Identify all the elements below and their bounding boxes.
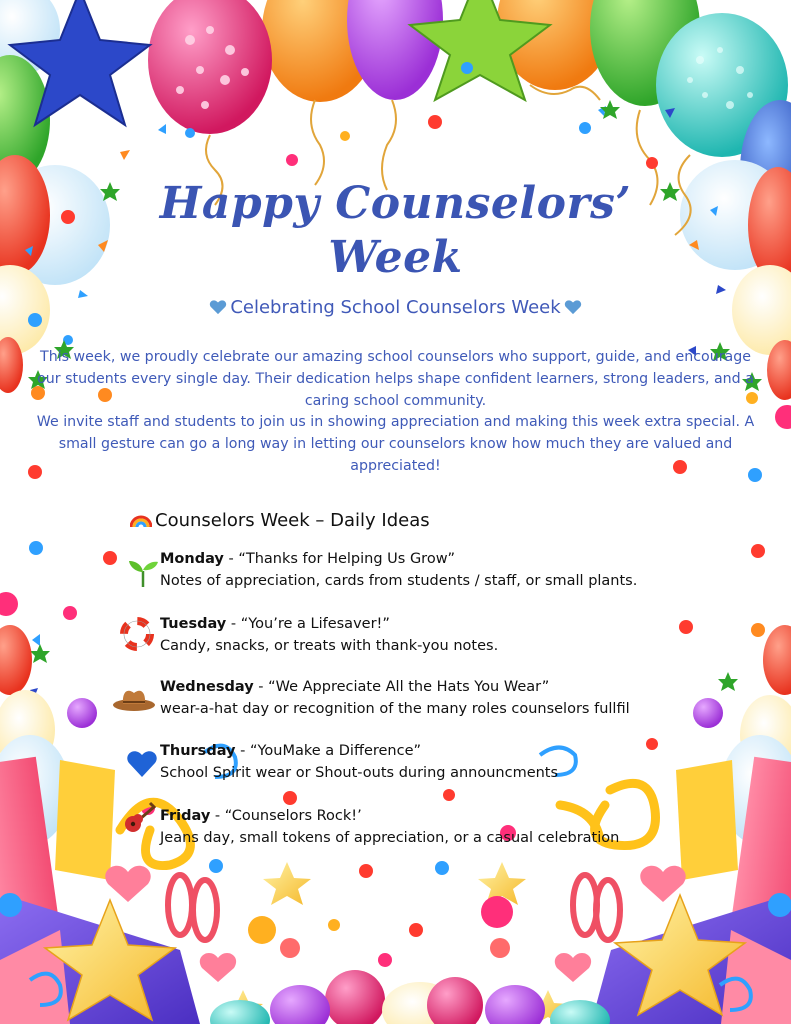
daily-idea-monday	[160, 548, 637, 592]
guitar-icon	[122, 801, 156, 835]
intro-paragraph-2: We invite staff and students to join us in showing appreciation and making this week extra special. A small gesture can go a long way in letting our counselors know how much they are valued and appreciated!	[36, 414, 755, 474]
blue-heart-icon	[209, 299, 227, 315]
day-theme: - “YouMake a Difference”	[235, 743, 422, 759]
daily-idea-friday	[160, 805, 619, 849]
day-description: School Spirit wear or Shout-outs during announcments	[160, 765, 559, 781]
rainbow-icon	[130, 512, 152, 528]
day-name: Thursday	[160, 743, 236, 759]
lifebuoy-icon	[120, 617, 154, 651]
day-theme: - “We Appreciate All the Hats You Wear”	[253, 679, 550, 695]
subtitle-text: Celebrating School Counselors Week	[230, 297, 561, 318]
day-description: Candy, snacks, or treats with thank-you notes.	[160, 638, 499, 654]
day-theme: - “Counselors Rock!’	[210, 808, 362, 824]
intro-text	[30, 347, 761, 478]
blue-heart-icon	[125, 746, 159, 780]
day-theme: - “Thanks for Helping Us Grow”	[223, 551, 456, 567]
section-title	[130, 510, 430, 531]
day-description: wear-a-hat day or recognition of the many roles counselors fullfil	[160, 701, 630, 717]
page-title-line-1: Happy Counselors’	[159, 178, 632, 229]
day-name: Friday	[160, 808, 211, 824]
daily-idea-tuesday	[160, 613, 498, 657]
sprout-icon	[126, 555, 160, 589]
day-name: Tuesday	[160, 616, 227, 632]
intro-paragraph-1: This week, we proudly celebrate our amazing school counselors who support, guide, and encourage our students every single day. Their dedication helps shape confident learners, strong leaders, and a caring school community.	[37, 349, 754, 409]
cowboy-hat-icon	[112, 681, 156, 715]
subtitle	[0, 297, 791, 318]
section-title-text: Counselors Week – Daily Ideas	[155, 510, 430, 531]
day-description: Notes of appreciation, cards from students / staff, or small plants.	[160, 573, 638, 589]
daily-idea-thursday	[160, 740, 558, 784]
page-title-line-2: Week	[328, 232, 463, 283]
daily-idea-wednesday	[160, 676, 630, 720]
day-description: Jeans day, small tokens of appreciation, or a casual celebration	[160, 830, 620, 846]
day-name: Monday	[160, 551, 224, 567]
blue-heart-icon	[564, 299, 582, 315]
day-name: Wednesday	[160, 679, 254, 695]
day-theme: - “You’re a Lifesaver!”	[226, 616, 390, 632]
